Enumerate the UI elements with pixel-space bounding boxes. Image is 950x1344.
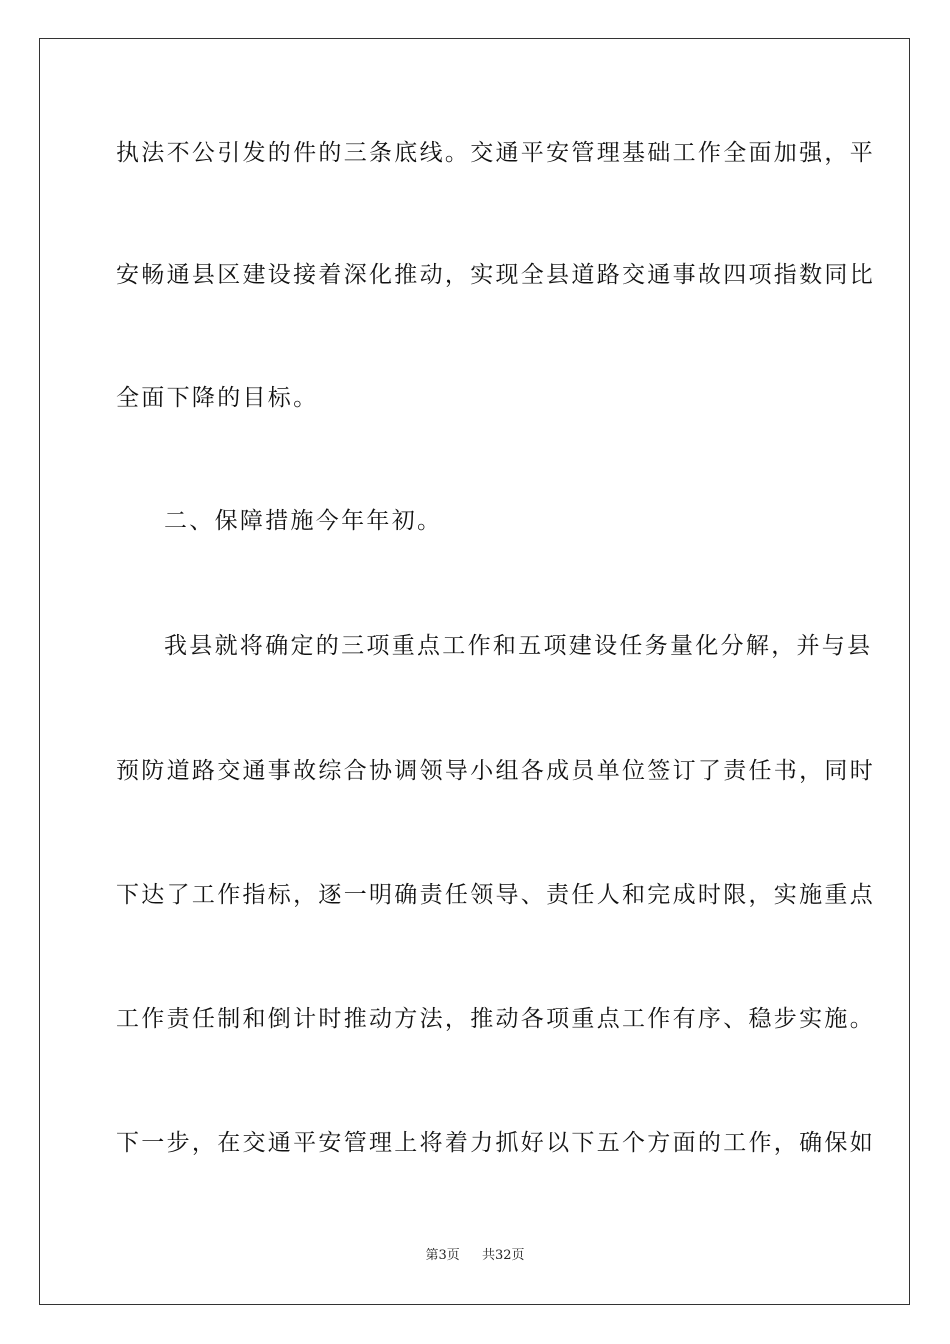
page-number: 第3页 bbox=[425, 1248, 460, 1263]
page-border bbox=[39, 38, 910, 1305]
body-line-1: 执法不公引发的件的三条底线。交通平安管理基础工作全面加强，平 bbox=[116, 140, 875, 166]
page-footer bbox=[0, 1247, 950, 1265]
body-line-2: 安畅通县区建设接着深化推动，实现全县道路交通事故四项指数同比 bbox=[116, 262, 875, 288]
body-line-5: 我县就将确定的三项重点工作和五项建设任务量化分解，并与县 bbox=[164, 633, 873, 659]
total-pages: 共32页 bbox=[482, 1248, 525, 1263]
body-line-7: 下达了工作指标，逐一明确责任领导、责任人和完成时限，实施重点 bbox=[116, 882, 875, 908]
section-heading: 二、保障措施今年年初。 bbox=[164, 508, 443, 534]
body-line-9: 下一步，在交通平安管理上将着力抓好以下五个方面的工作，确保如 bbox=[116, 1130, 875, 1156]
body-line-6: 预防道路交通事故综合协调领导小组各成员单位签订了责任书，同时 bbox=[116, 758, 875, 784]
body-line-3: 全面下降的目标。 bbox=[116, 385, 319, 411]
body-line-8: 工作责任制和倒计时推动方法，推动各项重点工作有序、稳步实施。 bbox=[116, 1006, 875, 1032]
